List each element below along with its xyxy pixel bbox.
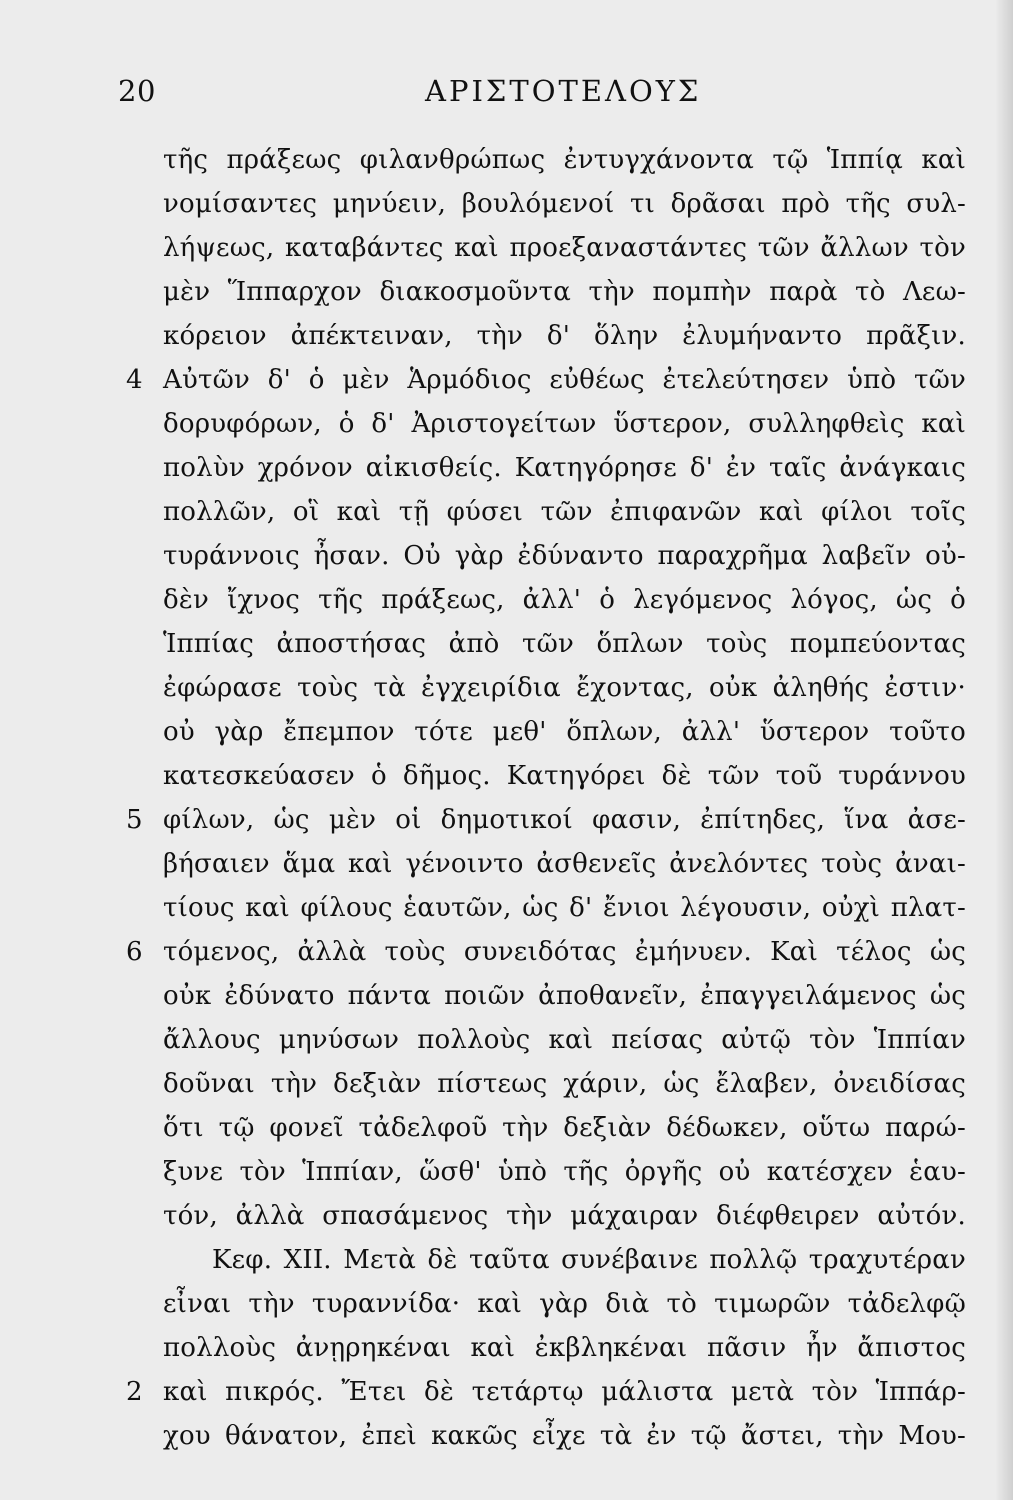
text-line: δορυφόρων, ὁ δ' Ἀριστογείτων ὕστερον, συλληφθεὶς καὶ <box>163 409 966 439</box>
text-line: πολὺν χρόνον αἰκισθείς. Κατηγόρησε δ' ἐν ταῖς ἀνάγκαις <box>163 453 966 483</box>
text-line: καὶ πικρός. Ἔτει δὲ τετάρτῳ μάλιστα μετὰ τὸν Ἱππάρ- <box>163 1377 966 1407</box>
section-number: 5 <box>126 805 143 835</box>
section-number: 4 <box>126 365 143 395</box>
text-line: τίους καὶ φίλους ἑαυτῶν, ὡς δ' ἔνιοι λέγουσιν, οὐχὶ πλατ- <box>163 893 966 923</box>
text-line: τυράννοις ἦσαν. Οὐ γὰρ ἐδύναντο παραχρῆμα λαβεῖν οὐ- <box>163 541 966 571</box>
text-line: ἐφώρασε τοὺς τὰ ἐγχειρίδια ἔχοντας, οὐκ ἀληθής ἐστιν· <box>163 673 966 703</box>
text-line: ξυνε τὸν Ἱππίαν, ὥσθ' ὑπὸ τῆς ὀργῆς οὐ κατέσχεν ἑαυ- <box>163 1157 966 1187</box>
page-number: 20 <box>118 74 156 108</box>
text-line: νομίσαντες μηνύειν, βουλόμενοί τι δρᾶσαι πρὸ τῆς συλ- <box>163 189 966 219</box>
text-line: τῆς πράξεως φιλανθρώπως ἐντυγχάνοντα τῷ Ἱππίᾳ καὶ <box>163 145 966 175</box>
text-line: φίλων, ὡς μὲν οἱ δημοτικοί φασιν, ἐπίτηδες, ἵνα ἀσε- <box>163 805 966 835</box>
text-line: τόμενος, ἀλλὰ τοὺς συνειδότας ἐμήνυεν. Καὶ τέλος ὡς <box>163 937 966 967</box>
text-line: οὐ γὰρ ἔπεμπον τότε μεθ' ὅπλων, ἀλλ' ὕστερον τοῦτο <box>163 717 966 747</box>
text-line: εἶναι τὴν τυραννίδα· καὶ γὰρ διὰ τὸ τιμωρῶν τἀδελφῷ <box>163 1289 966 1319</box>
text-line: Αὐτῶν δ' ὁ μὲν Ἁρμόδιος εὐθέως ἐτελεύτησεν ὑπὸ τῶν <box>163 365 966 395</box>
text-line: τόν, ἀλλὰ σπασάμενος τὴν μάχαιραν διέφθειρεν αὐτόν. <box>163 1201 966 1231</box>
section-number: 6 <box>126 937 143 967</box>
text-line: βήσαιεν ἅμα καὶ γένοιντο ἀσθενεῖς ἀνελόντες τοὺς ἀναι- <box>163 849 966 879</box>
text-line: δοῦναι τὴν δεξιὰν πίστεως χάριν, ὡς ἔλαβεν, ὀνειδίσας <box>163 1069 966 1099</box>
text-line: Ἱππίας ἀποστήσας ἀπὸ τῶν ὅπλων τοὺς πομπεύοντας <box>163 629 966 659</box>
text-line: λήψεως, καταβάντες καὶ προεξαναστάντες τῶν ἄλλων τὸν <box>163 233 966 263</box>
section-number: 2 <box>126 1377 143 1407</box>
text-line: κόρειον ἀπέκτειναν, τὴν δ' ὅλην ἐλυμήναντο πρᾶξιν. <box>163 321 966 351</box>
text-line: πολλῶν, οἳ καὶ τῇ φύσει τῶν ἐπιφανῶν καὶ φίλοι τοῖς <box>163 497 966 527</box>
running-title: ΑΡΙΣΤΟΤΕΛΟΥΣ <box>425 74 702 108</box>
text-line: μὲν Ἵππαρχον διακοσμοῦντα τὴν πομπὴν παρὰ τὸ Λεω- <box>163 277 966 307</box>
text-line: πολλοὺς ἀνῃρηκέναι καὶ ἐκβληκέναι πᾶσιν ἦν ἄπιστος <box>163 1333 966 1363</box>
text-line: ἄλλους μηνύσων πολλοὺς καὶ πείσας αὐτῷ τὸν Ἱππίαν <box>163 1025 966 1055</box>
text-line: κατεσκεύασεν ὁ δῆμος. Κατηγόρει δὲ τῶν τοῦ τυράννου <box>163 761 966 791</box>
chapter-opening-line: Κεφ. XII. Μετὰ δὲ ταῦτα συνέβαινε πολλῷ τραχυτέραν <box>212 1245 966 1275</box>
text-line: οὐκ ἐδύνατο πάντα ποιῶν ἀποθανεῖν, ἐπαγγειλάμενος ὡς <box>163 981 966 1011</box>
text-line: χου θάνατον, ἐπεὶ κακῶς εἶχε τὰ ἐν τῷ ἄστει, τὴν Μου- <box>163 1421 966 1451</box>
text-line: ὅτι τῷ φονεῖ τἀδελφοῦ τὴν δεξιὰν δέδωκεν, οὕτω παρώ- <box>163 1113 966 1143</box>
text-line: δὲν ἴχνος τῆς πράξεως, ἀλλ' ὁ λεγόμενος λόγος, ὡς ὁ <box>163 585 966 615</box>
